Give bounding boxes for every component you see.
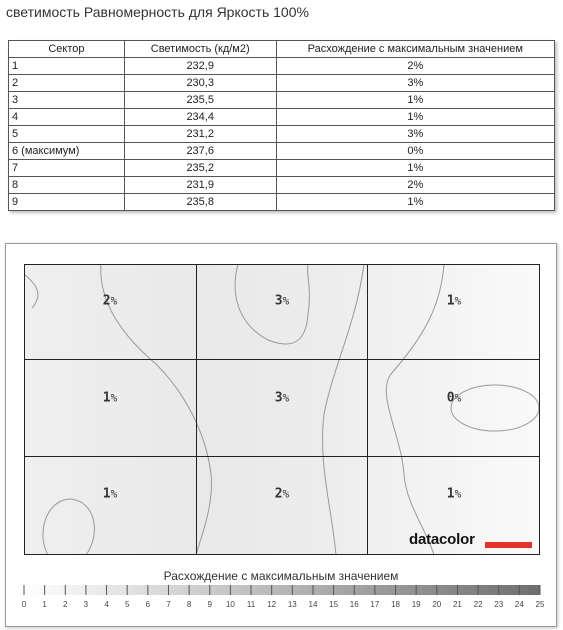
scale-tick-label: 0 <box>21 600 27 609</box>
cell-deviation: 3% <box>276 126 554 143</box>
scale-tick-label: 10 <box>225 600 235 609</box>
cell-deviation: 1% <box>276 109 554 126</box>
sector-1-value: 2% <box>102 293 118 309</box>
scale-tick-label: 1 <box>42 600 47 609</box>
cell-sector: 8 <box>9 177 125 194</box>
header-luminance: Светимость (кд/м2) <box>124 41 276 58</box>
sector-4-value: 1% <box>102 390 118 406</box>
scale-tick-label: 8 <box>186 600 192 609</box>
cell-deviation: 1% <box>276 194 554 211</box>
cell-sector: 7 <box>9 160 125 177</box>
scale-tick-label: 23 <box>494 600 504 609</box>
header-sector: Сектор <box>9 41 125 58</box>
scale-tick-label: 5 <box>124 600 130 609</box>
cell-luminance: 231,2 <box>124 126 276 143</box>
sector-6-value: 0% <box>446 390 462 406</box>
table-row <box>9 126 555 143</box>
scale-tick-label: 22 <box>473 600 483 609</box>
table-header-row <box>9 41 555 58</box>
scale-tick-label: 25 <box>535 600 545 609</box>
logo-bar <box>485 542 532 548</box>
table-row <box>9 143 555 160</box>
legend-title: Расхождение с максимальным значением <box>163 569 399 583</box>
scale-tick-label: 4 <box>104 600 109 609</box>
scale-tick-label: 20 <box>432 600 442 609</box>
scale-tick-label: 15 <box>329 600 339 609</box>
scale-tick-label: 13 <box>287 600 297 609</box>
scale-tick-label: 16 <box>349 600 359 609</box>
cell-luminance: 237,6 <box>124 143 276 160</box>
table-row <box>9 92 555 109</box>
scale-gradient <box>24 585 540 595</box>
scale-tick-label: 21 <box>452 600 462 609</box>
scale-tick-label: 2 <box>63 600 68 609</box>
table-row <box>9 109 555 126</box>
cell-sector: 1 <box>9 58 125 75</box>
page-title: светимость Равномерность для Яркость 100% <box>6 4 309 20</box>
scale-tick-label: 6 <box>145 600 151 609</box>
cell-luminance: 232,9 <box>124 58 276 75</box>
sector-7-value: 1% <box>102 486 118 502</box>
sector-2-value: 3% <box>274 293 290 309</box>
cell-sector: 3 <box>9 92 125 109</box>
cell-deviation: 3% <box>276 75 554 92</box>
sector-8-value: 2% <box>274 486 290 502</box>
cell-sector: 5 <box>9 126 125 143</box>
cell-luminance: 234,4 <box>124 109 276 126</box>
cell-deviation: 0% <box>276 143 554 160</box>
cell-luminance: 231,9 <box>124 177 276 194</box>
uniformity-table-container <box>8 40 555 211</box>
cell-deviation: 2% <box>276 58 554 75</box>
header-deviation: Расхождение с максимальным значением <box>276 41 554 58</box>
cell-luminance: 235,5 <box>124 92 276 109</box>
datacolor-logo <box>409 531 534 555</box>
scale-tick-label: 3 <box>83 600 89 609</box>
sector-5-value: 3% <box>274 390 290 406</box>
sector-9-value: 1% <box>446 486 462 502</box>
deviation-scale-bar <box>6 584 558 600</box>
cell-luminance: 235,2 <box>124 160 276 177</box>
table-row <box>9 194 555 211</box>
uniformity-map-panel <box>5 243 557 627</box>
scale-tick-label: 14 <box>308 600 318 609</box>
cell-luminance: 235,8 <box>124 194 276 211</box>
scale-tick-label: 18 <box>391 600 400 609</box>
cell-sector: 6 (максимум) <box>9 143 125 160</box>
cell-sector: 4 <box>9 109 125 126</box>
scale-tick-label: 7 <box>166 600 171 609</box>
sector-3-value: 1% <box>446 293 462 309</box>
scale-tick-label: 24 <box>514 600 524 609</box>
scale-tick-label: 19 <box>411 600 421 609</box>
cell-sector: 2 <box>9 75 125 92</box>
scale-tick-label: 12 <box>267 600 277 609</box>
cell-sector: 9 <box>9 194 125 211</box>
scale-tick-label: 17 <box>370 600 380 609</box>
table-row <box>9 75 555 92</box>
cell-deviation: 1% <box>276 92 554 109</box>
table-row <box>9 177 555 194</box>
uniformity-table <box>8 40 555 211</box>
cell-deviation: 2% <box>276 177 554 194</box>
table-row <box>9 58 555 75</box>
logo-text: datacolor <box>409 531 475 548</box>
cell-deviation: 1% <box>276 160 554 177</box>
scale-tick-label: 11 <box>246 600 256 609</box>
table-row <box>9 160 555 177</box>
cell-luminance: 230,3 <box>124 75 276 92</box>
scale-tick-label: 9 <box>207 600 212 609</box>
